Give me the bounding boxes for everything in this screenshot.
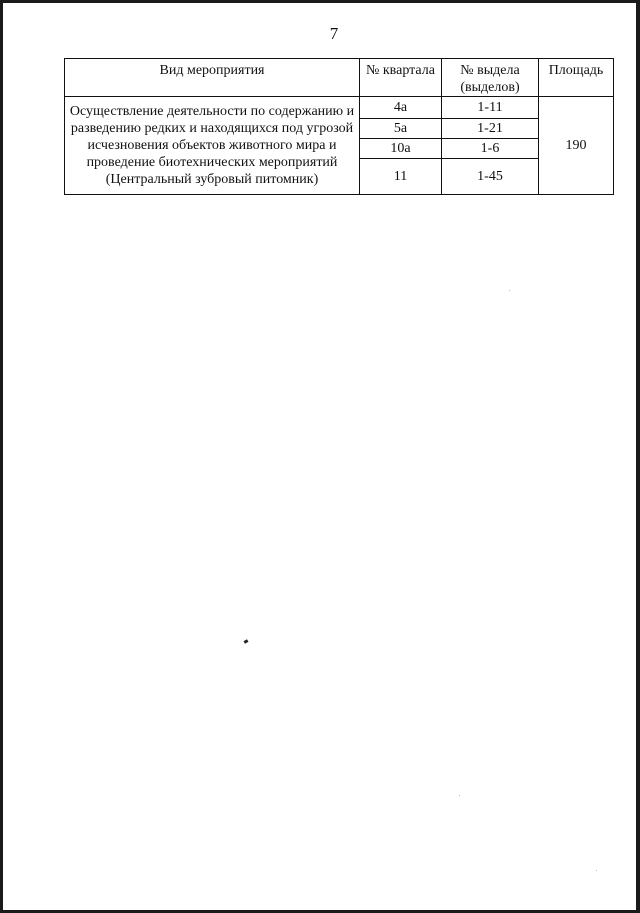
scan-border-right <box>636 0 640 913</box>
scan-speck <box>596 870 597 871</box>
header-activity: Вид мероприятия <box>65 59 360 97</box>
quarter-cell: 11 <box>360 159 442 195</box>
scan-border-left <box>0 0 3 913</box>
table-row <box>65 97 614 119</box>
page-number: 7 <box>329 24 339 43</box>
scan-border-top <box>0 0 640 3</box>
section-cell: 1-6 <box>442 139 539 159</box>
section-cell: 1-45 <box>442 159 539 195</box>
section-cell: 1-21 <box>442 119 539 139</box>
header-area: Площадь <box>539 59 614 97</box>
header-section: № выдела (выделов) <box>442 59 539 97</box>
header-quarter: № квартала <box>360 59 442 97</box>
area-cell: 190 <box>539 97 614 195</box>
scan-artifact-mark <box>244 639 249 644</box>
quarter-cell: 5а <box>360 119 442 139</box>
measures-table <box>64 58 614 195</box>
activity-cell: Осуществление деятельности по содержанию и разведению редких и находящихся под угрозой исчезновения объектов животного мира и проведение биотехнических мероприятий (Центральный зубровый питомник) <box>65 97 360 195</box>
quarter-cell: 4а <box>360 97 442 119</box>
scan-speck <box>509 290 510 291</box>
section-cell: 1-11 <box>442 97 539 119</box>
scan-speck <box>459 795 460 796</box>
table-header-row <box>65 59 614 97</box>
quarter-cell: 10а <box>360 139 442 159</box>
